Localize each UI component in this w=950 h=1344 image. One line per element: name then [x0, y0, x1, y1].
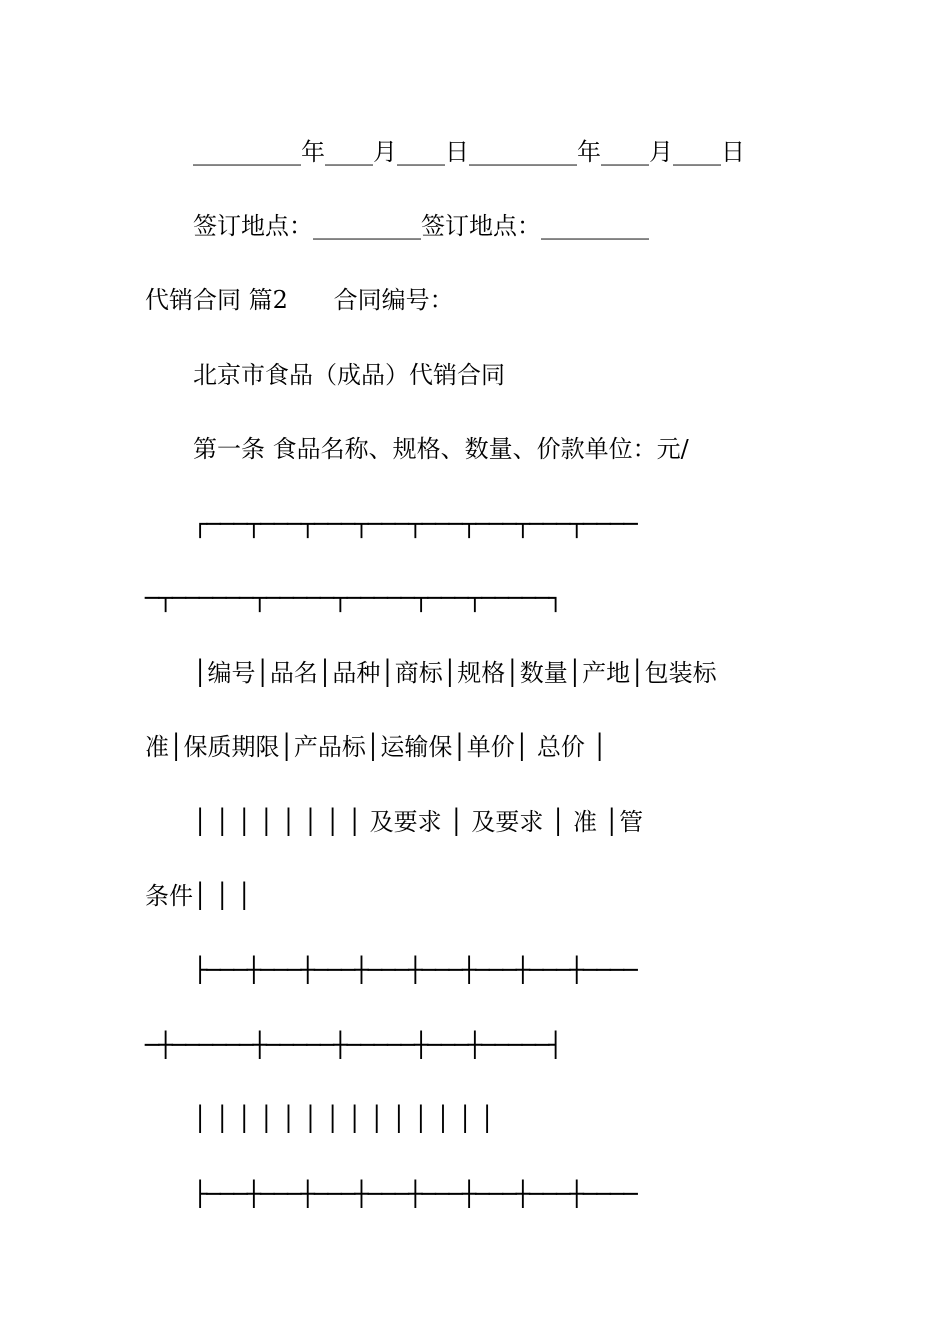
signing-place-line: 签订地点：_________签订地点：_________: [193, 212, 649, 240]
contract-title: 北京市食品（成品）代销合同: [193, 361, 505, 389]
section-heading: 代销合同 篇2 合同编号：: [145, 286, 454, 314]
table-empty-row: │ │ │ │ │ │ │ │ │ │ │ │ │ │: [193, 1105, 495, 1133]
table-top-border-continued: ─┬──────┬─────┬─────┬───┬─────┐: [145, 584, 562, 612]
table-header-row-2-continued: 条件│ │ │: [145, 882, 252, 910]
table-separator-2: ├───┼───┼───┼───┼───┼───┼───┼────: [193, 1180, 637, 1208]
article-one-heading: 第一条 食品名称、规格、数量、价款单位：元/: [193, 435, 689, 463]
table-header-row-2: │ │ │ │ │ │ │ │ 及要求 │ 及要求 │ 准 │管: [193, 808, 644, 836]
table-header-row: │编号│品名│品种│商标│规格│数量│产地│包装标: [193, 659, 717, 687]
table-separator: ├───┼───┼───┼───┼───┼───┼───┼────: [193, 956, 637, 984]
table-separator-continued: ─┼──────┼─────┼─────┼───┼─────┤: [145, 1031, 562, 1059]
table-top-border: ┌───┬───┬───┬───┬───┬───┬───┬────: [193, 510, 637, 538]
signature-date-line: _________年____月____日_________年____月____日: [193, 138, 745, 166]
table-header-row-continued: 准│保质期限│产品标│运输保│单价│ 总价 │: [145, 733, 607, 761]
